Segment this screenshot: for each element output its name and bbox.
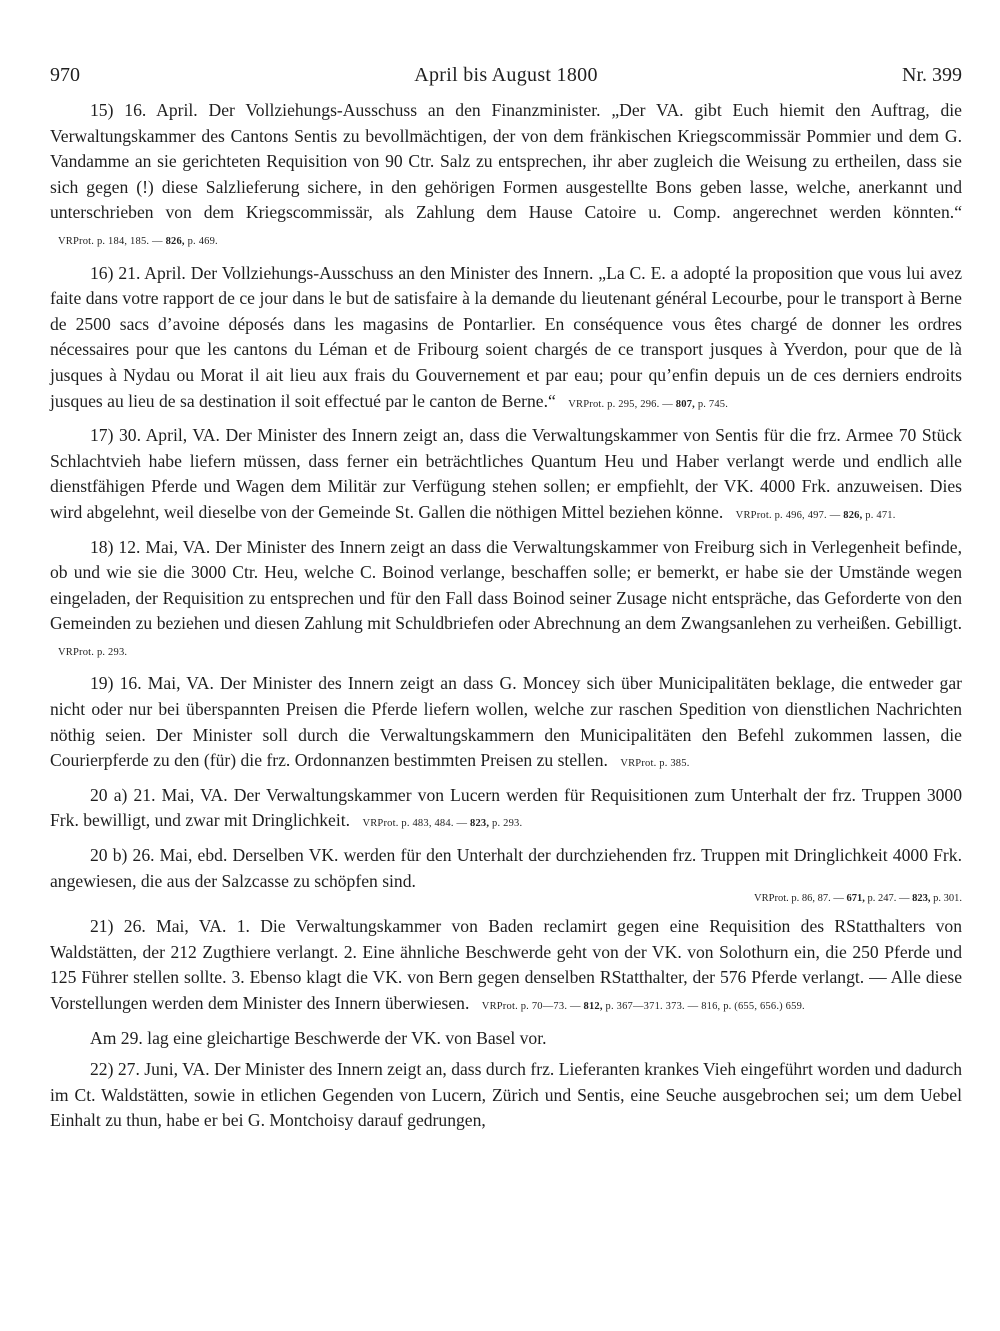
entry-text: Der Vollziehungs-Ausschuss an den Minister des Innern. „La C. E. a adopté la proposition que vous lui avez faite dans votre rapport de ce jour dans le but de satisfaire à la demande du lieutenant général Lecourbe, pour le transport à Berne de 2500 sacs d’avoine déposés dans les magasins de Pontarlier. En conséquence vous êtes chargé de donner les ordres nécessaires pour que les cantons du Léman et de Fribourg soient chargés de ce transport jusques à Yverdon, pour que de là jusques à Nydau ou Morat il ait lieu aux frais du Gouvernement et par eau; pour qu’enfin depuis un de ces derniers endroits jusques au lieu de sa destination il soit effectué par le canton de Berne.“ [50, 262, 963, 411]
source-reference: VRProt. p. 385. [620, 758, 690, 770]
source-reference: VRProt. p. 295, 296. — 807, p. 745. [568, 398, 729, 410]
entry-21 [50, 914, 962, 1019]
entry-lead: 19) 16. Mai, VA. [90, 673, 214, 694]
entry-text: Der Minister des Innern zeigt an, dass die Verwaltungskammer von Sentis für die frz. Armee 70 Stück Schlachtvieh habe liefern müssen, dass ferner ein beträchtliches Quantum Heu und Haber verlangt werde und endlich alle dienstfähigen Pferde und Wagen dem Militär zur Verfügung stehen sollen; er empfiehlt, der VK. 4000 Frk. anzuweisen. Dies wird abgelehnt, weil dieselbe von der Gemeinde St. Gallen die nöthigen Mittel beziehen könne. [50, 425, 962, 522]
source-reference: VRProt. p. 293. [58, 646, 128, 658]
entry-lead: 16) 21. April. [90, 262, 186, 283]
entry-16 [50, 261, 962, 418]
entry-text: Der Vollziehungs-Ausschuss an den Finanzminister. „Der VA. gibt Euch hiemit den Auftrag, die Verwaltungskammer des Cantons Sentis zu bevollmächtigen, der von dem fränkischen Kriegscommissär Pommier und dem G. Vandamme an sie gerichteten Requisition von 90 Ctr. Salz zu entsprechen, ihr aber zugleich die Weisung zu ertheilen, dass sie sich gegen (!) diese Salzlieferung sichere, in den gehörigen Formen ausgestellte Bons geben lasse, welche, anerkannt und unterschrieben von dem Kriegscommissär, als Zahlung dem Hause Catoire u. Comp. angerechnet werden könnten.“ [50, 100, 962, 223]
source-reference: VRProt. p. 184, 185. — 826, p. 469. [58, 235, 218, 247]
entry-20b [50, 843, 962, 908]
running-head [50, 64, 962, 98]
entry-15 [50, 98, 962, 255]
entry-lead: 22) 27. Juni, VA. [90, 1059, 210, 1080]
entry-lead: 18) 12. Mai, VA. [90, 536, 211, 557]
entry-text: Der Minister des Innern zeigt an, dass durch frz. Lieferanten krankes Vieh eingeführt worden und dadurch im Ct. Waldstätten, sowie in etlichen Gegenden von Lucern, Zürich und Sentis, eine Seuche ausgebrochen sei; um dem Uebel Einhalt zu thun, habe er bei G. Montchoisy darauf gedrungen, [50, 1059, 963, 1131]
entry-text: Der Minister des Innern zeigt an dass die Verwaltungskammer von Freiburg sich in Verlegenheit befinde, ob und wie sie die 3000 Ctr. Heu, welche C. Boinod verlange, beschaffen solle; er bemerkt, er habe sie der Umstände wegen eingeladen, der Requisition zu entsprechen und für den Fall dass Boinod seiner Zusage nicht entspräche, das Geforderte von den Gemeinden zu beziehen und diesen Zahlung mit Schuldbriefen oder Abrechnung an dem Zwangsanlehen zu verheißen. Gebilligt. [50, 536, 962, 634]
document-page [50, 64, 962, 1140]
source-reference: VRProt. p. 86, 87. — 671, p. 247. — 823, p. 301. [754, 893, 962, 905]
document-number: Nr. 399 [902, 64, 962, 86]
entry-17 [50, 423, 962, 528]
entry-text: Der Verwaltungskammer von Lucern werden für Requisitionen zum Unterhalt der frz. Truppen 3000 Frk. bewilligt, und zwar mit Dringlichkeit. [50, 784, 963, 831]
entry-22 [50, 1057, 962, 1134]
entry-19 [50, 671, 962, 776]
entry-20a [50, 783, 962, 837]
source-reference: VRProt. p. 496, 497. — 826, p. 471. [735, 509, 896, 521]
running-title: April bis August 1800 [414, 64, 598, 86]
page-number: 970 [50, 64, 80, 86]
entry-lead: 20 b) 26. Mai, ebd. [90, 845, 228, 866]
entry-lead: 15) 16. April. [90, 100, 198, 120]
entry-text: 1. Die Verwaltungskammer von Baden reclamirt gegen eine Requisition des RStatthalters von Waldstätten, der 212 Zugthiere verlangt. 2. Eine ähnliche Beschwerde geht von der VK. von Solothurn ein, die 250 Pferde und 125 Führer stellen sollte. 3. Ebenso klagt die VK. von Bern gegen denselben RStatthalter, der 576 Pferde verlangt. — Alle diese Vorstellungen werden dem Minister des Innern überwiesen. [50, 916, 963, 1013]
source-reference: VRProt. p. 483, 484. — 823, p. 293. [362, 818, 523, 830]
source-reference: VRProt. p. 70—73. — 812, p. 367—371. 373. — 816, p. (655, 656.) 659. [481, 1001, 805, 1012]
entry-18 [50, 535, 962, 666]
entry-lead: 20 a) 21. Mai, VA. [90, 784, 228, 805]
entry-lead: 17) 30. April, VA. [90, 425, 220, 446]
entry-lead: 21) 26. Mai, VA. [90, 916, 227, 937]
entry-text: Derselben VK. werden für den Unterhalt der durchziehenden frz. Truppen mit Dringlichkeit 4000 Frk. angewiesen, die aus der Salzcasse zu schöpfen sind. [50, 845, 962, 891]
entry-text: Am 29. lag eine gleichartige Beschwerde der VK. von Basel vor. [90, 1027, 547, 1048]
entry-text: Der Minister des Innern zeigt an dass G. Moncey sich über Municipalitäten beklage, die entweder gar nicht oder nur bei überspannten Preisen die Pferde liefern wollen, welche zur raschen Spedition von dienstlichen Nachrichten nöthig seien. Der Minister soll durch die Verwaltungskammern den Municipalitäten den Befehl zukommen lassen, die Courierpferde zu den (für) die frz. Ordonnanzen bestimmten Preisen zu stellen. [50, 673, 962, 771]
entry-note-29 [50, 1026, 962, 1052]
